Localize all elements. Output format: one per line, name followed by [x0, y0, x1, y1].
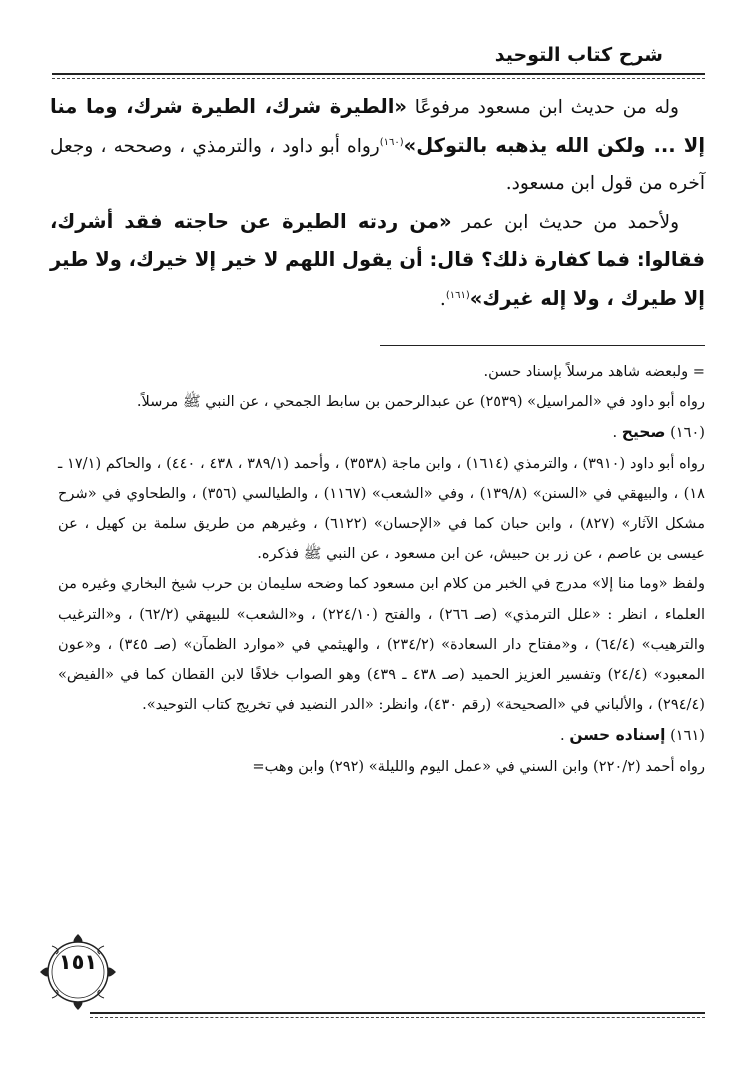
main-text: [50, 88, 705, 318]
p2-footnote-ref: (١٦١): [445, 289, 470, 301]
footnote-separator: [380, 345, 705, 346]
footer-rule: [90, 1012, 705, 1014]
footnote-161-body: رواه أحمد (٢٢٠/٢) وابن السني في «عمل اليوم والليلة» (٢٩٢) وابن وهب=: [252, 757, 705, 775]
footnote-161-grade: إسناده حسن: [569, 726, 666, 745]
main-paragraph-1: [50, 88, 705, 203]
footer-rule-dashed: [90, 1017, 705, 1018]
footnotes: [58, 357, 705, 782]
footnote-161-number: (١٦١): [665, 727, 705, 745]
footnote-161-end: .: [560, 727, 570, 745]
p2-hadith-quote: «من ردته الطيرة عن حاجته فقد أشرك، فقالوا: فما كفارة ذلك؟ قال: أن يقول اللهم لا خير إلا خيرك، ولا طير إلا طيرك ، ولا إله غيرك»: [50, 209, 705, 310]
footnote-160-end: .: [612, 424, 622, 442]
footnote-continuation-1: = ولبعضه شاهد مرسلاً بإسناد حسن.: [483, 363, 705, 380]
p2-text-a: ولأحمد من حديث ابن عمر: [451, 211, 680, 233]
footnote-160-grade: صحيح: [621, 423, 666, 442]
main-paragraph-2: [50, 203, 705, 319]
running-header-title: شرح كتاب التوحيد: [494, 44, 663, 66]
footnote-160-number: (١٦٠): [665, 424, 705, 442]
p1-text-c: رواه أبو داود ، والترمذي ، وصححه ، وجعل آخره من قول ابن مسعود.: [50, 135, 705, 194]
p1-footnote-ref: (١٦٠): [379, 136, 404, 148]
footnote-160-body-2: ولفظ «وما منا إلا» مدرج في الخبر من كلام ابن مسعود كما وضحه سليمان بن حرب شيخ البخاري وغيره من العلماء ، انظر : «علل الترمذي» (صـ ٢٦٦) ، والفتح (٢٢٤/١٠) ، و«الشعب» للبيهقي (٦٢/٢) ، و«الترغيب والترهيب» (٦٤/٤) ، و«مفتاح دار السعادة» (٢٣٤/٢) ، والهيثمي في «موارد الظمآن» (صـ ٣٤٥) ، و«عون المعبود» (٢٤/٤) وتفسير العزيز الحميد (صـ ٤٣٨ ـ ٤٣٩) وهو الصواب خلافًا لابن القطان كما في «الفيض» (٢٩٤/٤) ، والألباني في «الصحيحة» (رقم ٤٣٠)، وانظر: «الدر النضيد في تخريج كتاب التوحيد».: [58, 575, 705, 714]
header-rule-dashed: [52, 78, 705, 79]
footnote-160-heading: [58, 417, 705, 448]
footnote-160-body-1: رواه أبو داود (٣٩١٠) ، والترمذي (١٦١٤) ، وابن ماجة (٣٥٣٨) ، وأحمد (٣٨٩/١ ، ٤٣٨ ، ٤٤٠) ، والحاكم (١٧/١ ـ ١٨) ، والبيهقي في «السنن» (١٣٩/٨) ، وفي «الشعب» (١١٦٧) ، والطيالسي (٣٥٦) ، والطحاوي في «شرح مشكل الآثار» (٨٢٧) ، وابن حبان كما في «الإحسان» (٦١٢٢) ، وغيرهم من طريق سلمة بن كهيل ، عن عيسى بن عاصم ، عن زر بن حبيش، عن ابن مسعود ، عن النبي ﷺ فذكره.: [58, 454, 706, 563]
p1-hadith-quote: «الطيرة شرك، الطيرة شرك، وما منا إلا ... ولكن الله يذهبه بالتوكل»: [50, 95, 706, 157]
p1-text-a: وله من حديث ابن مسعود مرفوعًا: [407, 97, 679, 118]
page-number: ١٥١: [58, 950, 98, 974]
header-rule: [52, 73, 705, 75]
footnote-continuation-2: رواه أبو داود في «المراسيل» (٢٥٣٩) عن عبدالرحمن بن سابط الجمحي ، عن النبي ﷺ مرسلاً.: [136, 393, 705, 411]
footnote-161-heading: [58, 720, 705, 751]
p2-text-c: .: [439, 288, 446, 310]
